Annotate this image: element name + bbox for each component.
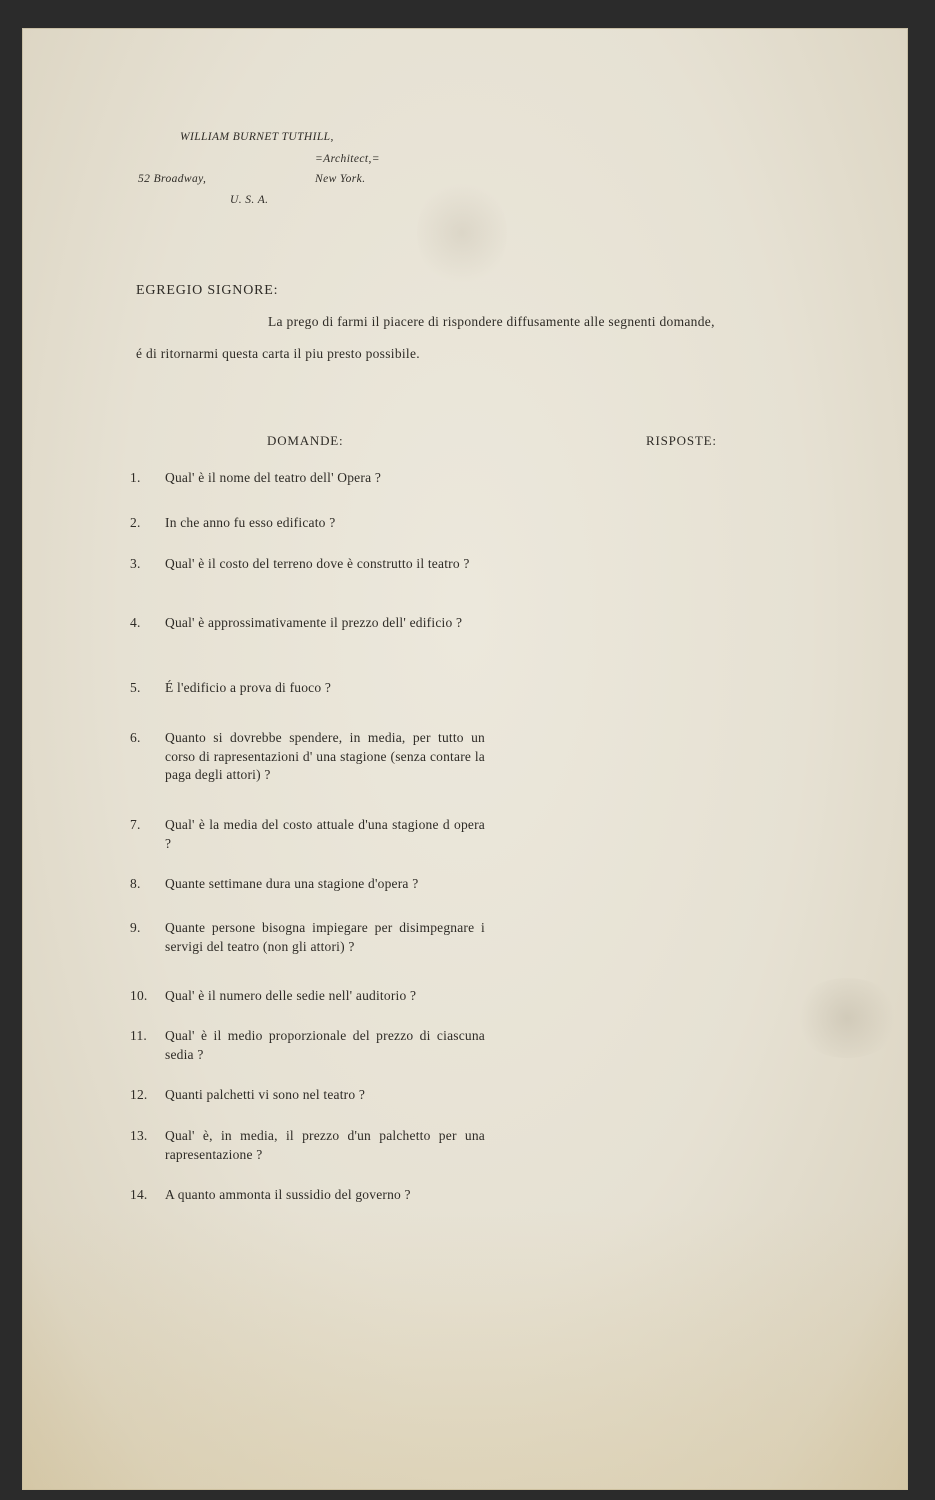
questions-header: DOMANDE: [267, 433, 344, 448]
letterhead-address: 52 Broadway, [138, 173, 207, 185]
question-number: 11. [130, 1028, 147, 1043]
question-number: 7. [130, 817, 141, 832]
question-number: 4. [130, 615, 141, 630]
question-number: 13. [130, 1128, 148, 1143]
question-text: Qual' è il costo del terreno dove è construtto il teatro ? [165, 556, 470, 571]
salutation: EGREGIO SIGNORE: [136, 283, 279, 298]
letterhead-country: U. S. A. [230, 194, 269, 206]
question-text: Quante settimane dura una stagione d'opera ? [165, 876, 419, 891]
question-text: Qual' è il nome del teatro dell' Opera ? [165, 470, 382, 485]
question-text: Quanti palchetti vi sono nel teatro ? [165, 1087, 366, 1102]
question-text: Qual' è, in media, il prezzo d'un palchetto per una rapresentazione ? [165, 1128, 485, 1162]
question-text: Qual' è approssimativamente il prezzo dell' edificio ? [165, 615, 463, 630]
question-text: Quanto si dovrebbe spendere, in media, per tutto un corso di rapresentazioni d' una stagione (senza contare la paga degli attori) ? [165, 730, 485, 782]
paper-stain [792, 978, 902, 1058]
question-text: Quante persone bisogna impiegare per disimpegnare i servigi del teatro (non gli attori) ? [165, 920, 485, 954]
question-number: 2. [130, 515, 141, 530]
letterhead-title: =Architect,= [315, 153, 380, 165]
intro-line-2: é di ritornarmi questa carta il piu presto possibile. [136, 346, 420, 361]
question-text: Qual' è il medio proporzionale del prezzo di ciascuna sedia ? [165, 1028, 485, 1062]
question-text: Qual' è il numero delle sedie nell' auditorio ? [165, 988, 417, 1003]
question-number: 12. [130, 1087, 148, 1102]
question-number: 9. [130, 920, 141, 935]
letterhead-name: WILLIAM BURNET TUTHILL, [180, 131, 334, 143]
question-number: 8. [130, 876, 141, 891]
question-number: 10. [130, 988, 148, 1003]
question-text: Qual' è la media del costo attuale d'una stagione d opera ? [165, 817, 485, 851]
paper-stain [417, 178, 507, 288]
question-number: 5. [130, 680, 141, 695]
question-text: In che anno fu esso edificato ? [165, 515, 336, 530]
question-text: A quanto ammonta il sussidio del governo ? [165, 1187, 411, 1202]
intro-line-1: La prego di farmi il piacere di rispondere diffusamente alle segnenti domande, [268, 314, 715, 329]
question-number: 1. [130, 470, 141, 485]
answers-header: RISPOSTE: [646, 433, 717, 448]
letterhead-city: New York. [315, 173, 366, 185]
question-number: 6. [130, 730, 141, 745]
question-text: É l'edificio a prova di fuoco ? [165, 680, 332, 695]
question-number: 3. [130, 556, 141, 571]
question-number: 14. [130, 1187, 148, 1202]
